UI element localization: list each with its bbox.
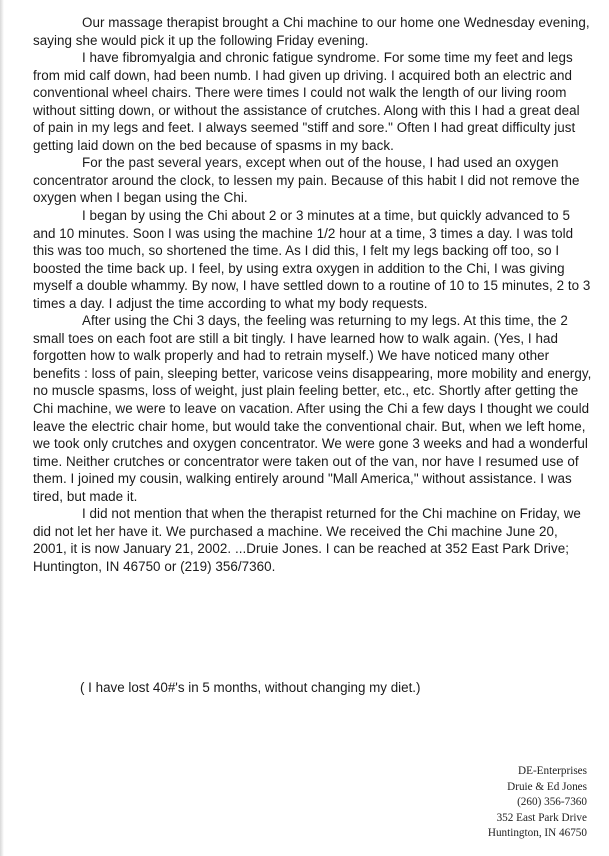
paragraph-purchase: I did not mention that when the therapist returned for the Chi machine on Friday, we did not let her have it. We purchased a machine. We received the Chi machine June 20, 2001, it is now January 21, 2002. ...Druie Jones. I can be reached at 352 East Park Drive; Huntington, IN 46750 or (219) 356/7360. bbox=[33, 506, 581, 574]
letterhead-address-block bbox=[427, 764, 587, 842]
letter-body bbox=[33, 14, 593, 576]
paragraph-oxygen: For the past several years, except when out of the house, I had used an oxygen concentrator around the clock, to lessen my pain. Because of this habit I did not remove the oxygen when I began using the Chi. bbox=[33, 155, 580, 206]
letterhead-city: Huntington, IN 46750 bbox=[487, 827, 587, 840]
letterhead-names: Druie & Ed Jones bbox=[507, 780, 587, 793]
paragraph-usage-routine: I began by using the Chi about 2 or 3 minutes at a time, but quickly advanced to 5 and 10 minutes. Soon I was using the machine 1/2 hour at a time, 3 times a day. I was told this was too much, so shortened the time. As I did this, I felt my legs backing off too, so I boosted the time back up. I feel, by using extra oxygen in addition to the Chi, I was giving myself a double whammy. By now, I have settled down to a routine of 10 to 15 minutes, 2 to 3 times a day. I adjust the time according to what my body requests. bbox=[33, 208, 591, 311]
letterhead-phone: (260) 356-7360 bbox=[517, 796, 587, 809]
page-scan-edge bbox=[0, 0, 4, 856]
paragraph-benefits: After using the Chi 3 days, the feeling was returning to my legs. At this time, the 2 small toes on each foot are still a bit tingly. I have learned how to walk again. (Yes, I had forgotten how to walk properly and had to retrain myself.) We have noticed many other benefits : loss of pain, sleeping better, varicose veins disappearing, more mobility and energy, no muscle spasms, loss of weight, just plain feeling better, etc., etc. Shortly after getting the Chi machine, we were to leave on vacation. After using the Chi a few days I thought we could leave the electric chair home, but would take the conventional chair. But, when we left home, we took only crutches and oxygen concentrator. We were gone 3 weeks and had a wonderful time. Neither crutches or concentrator were taken out of the van, nor have I resumed use of them. I joined my cousin, walking entirely around "Mall America," without assistance. I was tired, but made it. bbox=[33, 313, 592, 504]
paragraph-symptoms: I have fibromyalgia and chronic fatigue syndrome. For some time my feet and legs from mid calf down, had been numb. I had given up driving. I acquired both an electric and conventional wheel chairs. There were times I could not walk the length of our living room without sitting down, or without the assistance of crutches. Along with this I had a great deal of pain in my legs and feet. I always seemed "stiff and sore." Often I had great difficulty just getting laid down on the bed because of spasms in my back. bbox=[33, 50, 580, 153]
letterhead-street: 352 East Park Drive bbox=[496, 811, 587, 824]
closing-note: ( I have lost 40#'s in 5 months, without changing my diet.) bbox=[80, 680, 421, 695]
letterhead-company: DE-Enterprises bbox=[518, 765, 587, 777]
paragraph-intro: Our massage therapist brought a Chi machine to our home one Wednesday evening, saying she would pick it up the following Friday evening. bbox=[33, 15, 590, 48]
